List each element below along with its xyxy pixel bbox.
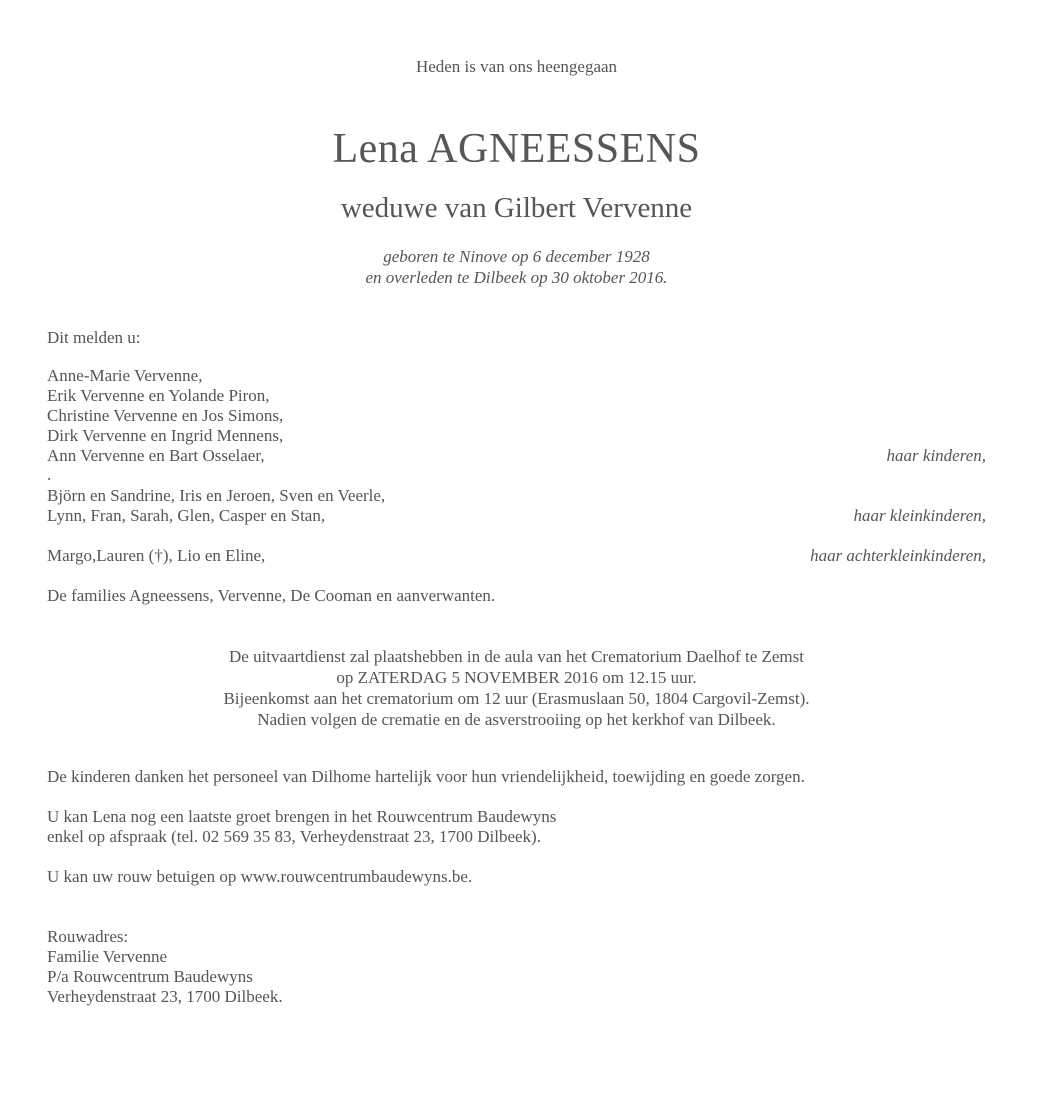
death-line: en overleden te Dilbeek op 30 oktober 2016. — [365, 268, 668, 287]
children-list — [47, 366, 986, 466]
great-grandchildren-line: Margo,Lauren (†), Lio en Eline, — [47, 546, 266, 565]
child-line: Ann Vervenne en Bart Osselaer, — [47, 446, 265, 465]
grandchildren-line-with-label — [47, 506, 986, 526]
relation-line: weduwe van Gilbert Vervenne — [340, 192, 693, 224]
child-line: Erik Vervenne en Yolande Piron, — [47, 386, 270, 405]
condolences-website-line: U kan uw rouw betuigen op www.rouwcentrumbaudewyns.be. — [47, 867, 473, 886]
notify-label: Dit melden u: — [47, 328, 141, 347]
families-line: De families Agneessens, Vervenne, De Cooman en aanverwanten. — [47, 586, 496, 605]
funeral-service-details — [47, 646, 986, 730]
farewell-visit-info — [47, 807, 986, 847]
farewell-line: U kan Lena nog een laatste groet brengen in het Rouwcentrum Baudewyns — [47, 807, 557, 826]
mourning-address-block — [47, 927, 986, 1007]
service-line: De uitvaartdienst zal plaatshebben in de aula van het Crematorium Daelhof te Zemst — [229, 647, 804, 666]
great-grandchildren-row — [47, 546, 986, 566]
grandchildren-list — [47, 486, 986, 526]
stray-period: . — [47, 465, 52, 484]
birth-death-dates — [47, 246, 986, 288]
child-line: Anne-Marie Vervenne, — [47, 366, 203, 385]
deceased-name: Lena AGNEESSENS — [332, 126, 701, 172]
mourning-address-label: Rouwadres: — [47, 927, 129, 946]
mourning-address-line: Familie Vervenne — [47, 947, 168, 966]
child-line: Christine Vervenne en Jos Simons, — [47, 406, 284, 425]
children-relation-label: haar kinderen, — [886, 446, 986, 465]
grandchildren-line: Lynn, Fran, Sarah, Glen, Casper en Stan, — [47, 506, 326, 525]
mourning-address-line: P/a Rouwcentrum Baudewyns — [47, 967, 253, 986]
mourning-address-line: Verheydenstraat 23, 1700 Dilbeek. — [47, 987, 283, 1006]
service-line: Nadien volgen de crematie en de asverstrooiing op het kerkhof van Dilbeek. — [257, 710, 776, 729]
child-line-with-label — [47, 446, 986, 466]
service-line: op ZATERDAG 5 NOVEMBER 2016 om 12.15 uur. — [336, 668, 697, 687]
thanks-line: De kinderen danken het personeel van Dilhome hartelijk voor hun vriendelijkheid, toewijding en goede zorgen. — [47, 767, 805, 786]
great-grandchildren-relation-label: haar achterkleinkinderen, — [810, 546, 986, 565]
intro-line: Heden is van ons heengegaan — [415, 57, 618, 76]
service-line: Bijeenkomst aan het crematorium om 12 uur (Erasmuslaan 50, 1804 Cargovil-Zemst). — [223, 689, 810, 708]
obituary-card — [0, 57, 1049, 1106]
grandchildren-line: Björn en Sandrine, Iris en Jeroen, Sven en Veerle, — [47, 486, 386, 505]
grandchildren-relation-label: haar kleinkinderen, — [853, 506, 986, 525]
farewell-line: enkel op afspraak (tel. 02 569 35 83, Verheydenstraat 23, 1700 Dilbeek). — [47, 827, 541, 846]
child-line: Dirk Vervenne en Ingrid Mennens, — [47, 426, 284, 445]
birth-line: geboren te Ninove op 6 december 1928 — [383, 247, 650, 266]
